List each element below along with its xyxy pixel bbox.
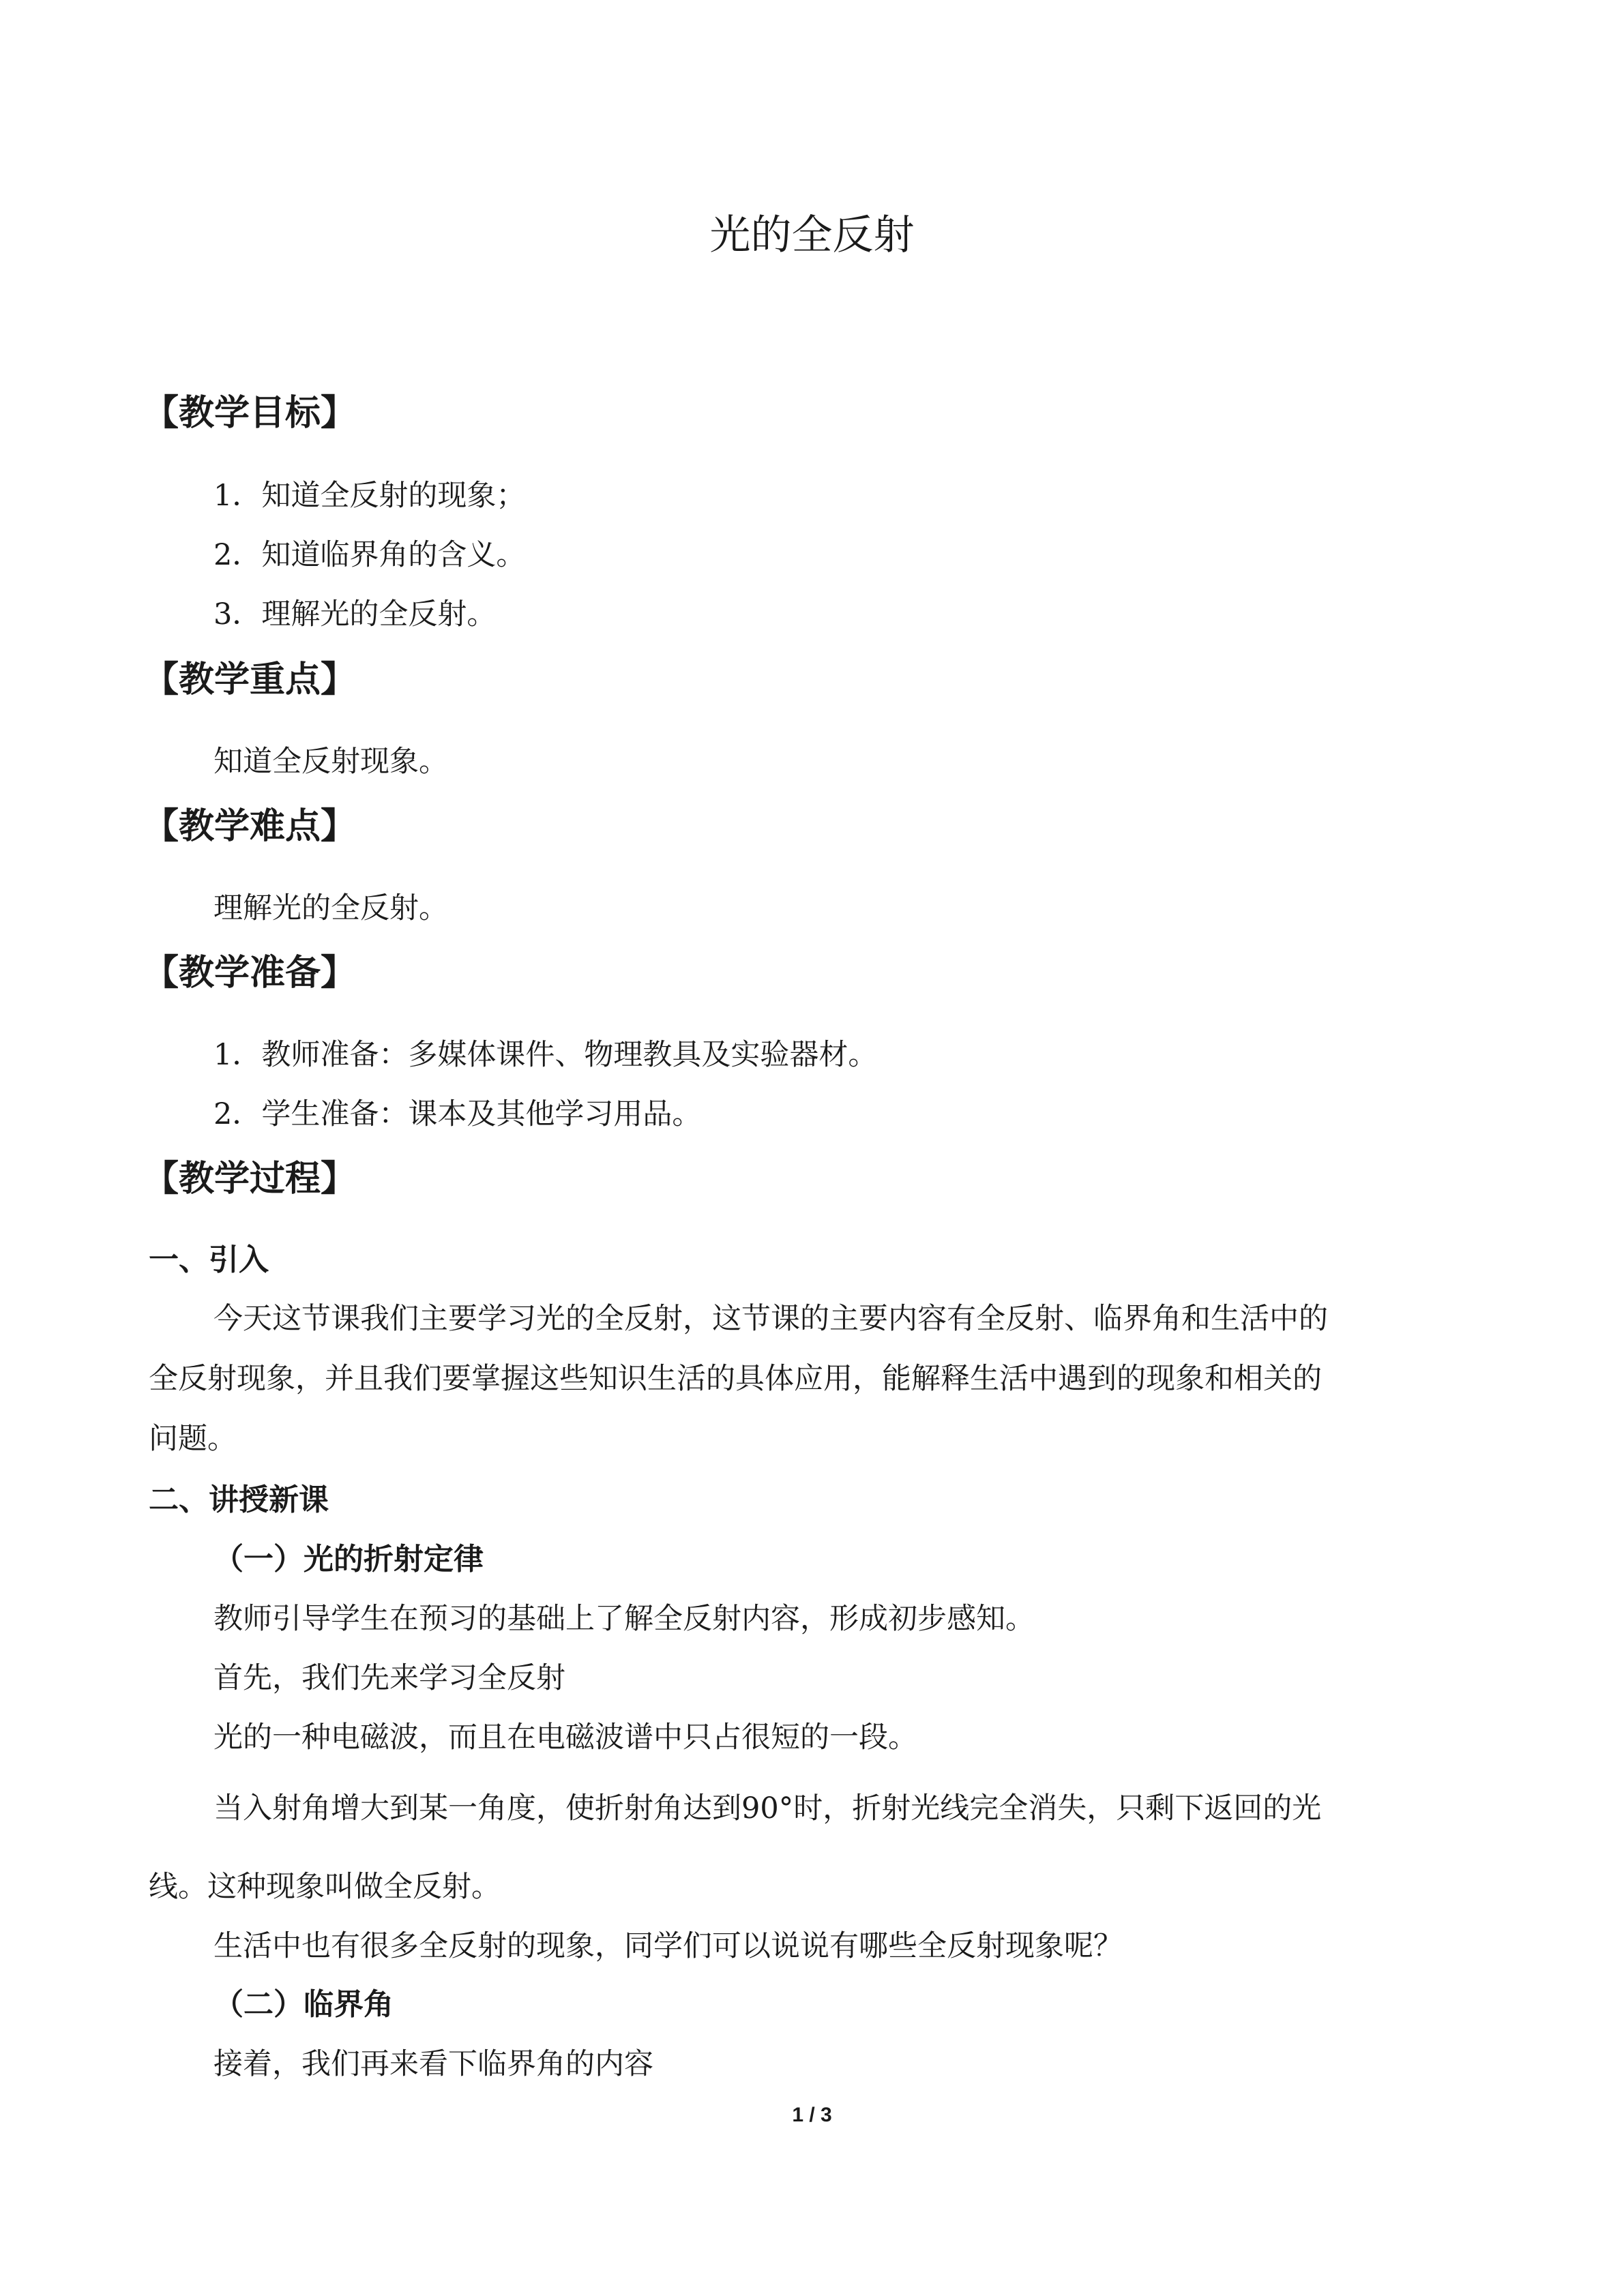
key-points-heading: 【教学重点】 (143, 659, 357, 700)
intro-line-3: 问题。 (149, 1422, 237, 1456)
preparation-heading: 【教学准备】 (143, 953, 357, 994)
difficulties-text: 理解光的全反射。 (213, 891, 448, 925)
part1-heading: （一）光的折射定律 (213, 1542, 484, 1577)
part1-line-5: 线。这种现象叫做全反射。 (149, 1870, 501, 1904)
process-heading: 【教学过程】 (143, 1159, 357, 1199)
part1-line-1: 教师引导学生在预习的基础上了解全反射内容，形成初步感知。 (213, 1602, 1035, 1636)
intro-line-1: 今天这节课我们主要学习光的全反射，这节课的主要内容有全反射、临界角和生活中的 (213, 1302, 1328, 1336)
difficulties-heading: 【教学难点】 (143, 806, 357, 847)
page-number: 1 / 3 (792, 2104, 832, 2126)
new-lesson-heading: 二、讲授新课 (149, 1482, 329, 1517)
part2-line-1: 接着，我们再来看下临界角的内容 (213, 2047, 653, 2081)
objectives-heading: 【教学目标】 (143, 393, 357, 434)
part1-line-6: 生活中也有很多全反射的现象，同学们可以说说有哪些全反射现象呢？ (213, 1929, 1123, 1963)
preparation-item-2: 2．学生准备：课本及其他学习用品。 (213, 1097, 702, 1131)
part1-line-2: 首先，我们先来学习全反射 (213, 1661, 565, 1695)
objective-item-2: 2．知道临界角的含义。 (213, 538, 526, 572)
objective-item-3: 3．理解光的全反射。 (213, 597, 497, 631)
part1-line-4: 当入射角增大到某一角度，使折射角达到90°时，折射光线完全消失，只剩下返回的光 (213, 1791, 1322, 1825)
part1-line-3: 光的一种电磁波，而且在电磁波谱中只占很短的一段。 (213, 1720, 917, 1755)
part2-heading: （二）临界角 (213, 1987, 394, 2022)
intro-line-2: 全反射现象，并且我们要掌握这些知识生活的具体应用，能解释生活中遇到的现象和相关的 (149, 1362, 1322, 1396)
key-points-text: 知道全反射现象。 (213, 745, 448, 779)
preparation-item-1: 1．教师准备：多媒体课件、物理教具及实验器材。 (213, 1038, 878, 1072)
intro-heading: 一、引入 (149, 1242, 269, 1277)
objective-item-1: 1．知道全反射的现象； (213, 479, 526, 513)
document-title: 光的全反射 (709, 211, 915, 259)
